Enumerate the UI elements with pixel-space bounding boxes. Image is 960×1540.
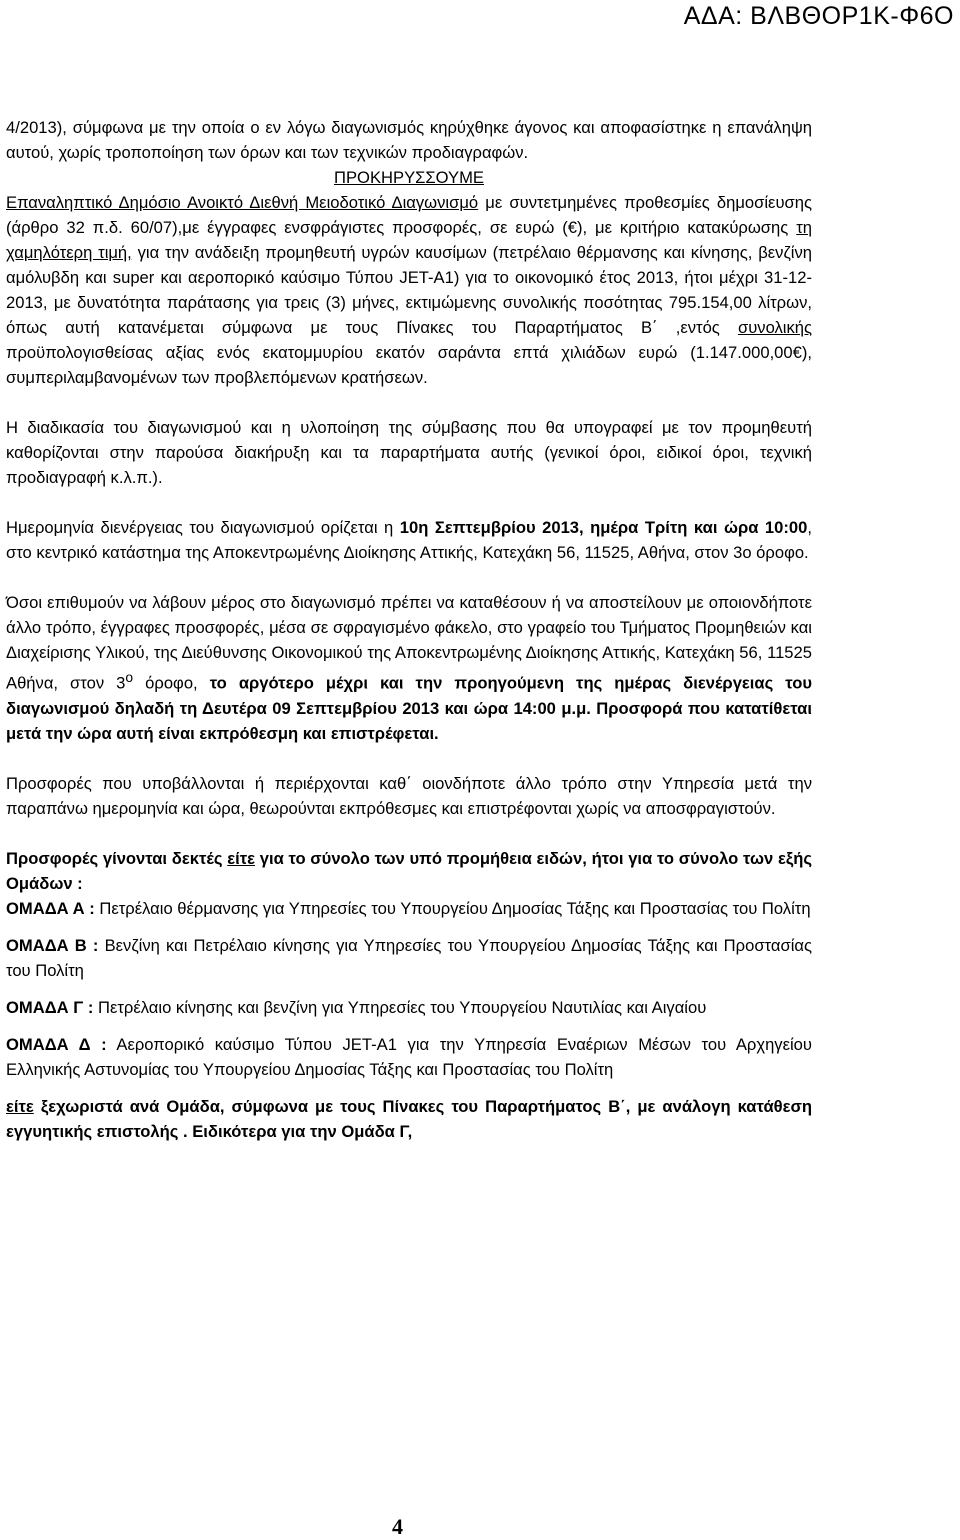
announcement-text-2: για την ανάδειξη προμηθευτή υγρών καυσίμων (πετρέλαιο θέρμανσης και κίνησης, βενζίνη αμόλυβδη και super και αεροπορικό καύσιμο Τύπου JET-A1) για το οικονομικό έτος 2013, ήτοι μέχρι 31-12-2013, με δυνατότητα παράτασης για τρεις (3) μήνες, εκτιμώμενης συνολικής ποσότητας 795.154,00 λίτρων, όπως αυτή κατανέμεται σύμφωνα με τους Πίνακες του Παραρτήματος Β΄ ,εντός [6,243,812,337]
date-paragraph [6,515,812,565]
submission-text-2: όροφο, [133,673,210,693]
either-word: είτε [227,848,255,868]
tender-type: Επαναληπτικό Δημόσιο Ανοικτό Διεθνή Μειοδοτικό Διαγωνισμό [6,193,479,212]
group-d-label: ΟΜΑΔΑ Δ : [6,1034,107,1054]
ada-code: ΑΔΑ: ΒΛΒΘΟΡ1Κ-Φ6Ο [683,2,954,30]
announcement-text-3: προϋπολογισθείσας αξίας ενός εκατομμυρίου εκατόν σαράντα επτά χιλιάδων ευρώ (1.147.000,00€), συμπεριλαμβανομένων των προβλεπόμενων κρατήσεων. [6,343,812,387]
offers-text-1: Προσφορές γίνονται δεκτές [6,848,228,868]
title-text: ΠΡΟΚΗΡΥΣΣΟΥΜΕ [334,168,484,187]
group-a-label: ΟΜΑΔΑ Α : [6,898,95,918]
tender-date: 10η Σεπτεμβρίου 2013, ημέρα Τρίτη και ώρα 10:00 [399,518,808,537]
group-b-text: Βενζίνη και Πετρέλαιο κίνησης για Υπηρεσίες του Υπουργείου Δημοσίας Τάξης και Προστασίας του Πολίτη [6,935,812,980]
group-c-label: ΟΜΑΔΑ Γ : [6,997,94,1017]
late-offers-paragraph: Προσφορές που υποβάλλονται ή περιέρχονται καθ΄ οιονδήποτε άλλο τρόπο στην Υπηρεσία μετά την παραπάνω ημερομηνία και ώρα, θεωρούνται εκπρόθεσμες και επιστρέφονται χωρίς να αποσφραγιστούν. [6,773,812,818]
procedure-paragraph: Η διαδικασία του διαγωνισμού και η υλοποίηση της σύμβασης που θα υπογραφεί με τον προμηθευτή καθορίζονται στην παρούσα διακήρυξη και τα παραρτήματα αυτής (γενικοί όροι, ειδικοί όροι, τεχνική προδιαγραφή κ.λ.π.). [6,418,812,487]
group-b-label: ΟΜΑΔΑ Β : [6,935,99,955]
group-b [6,933,812,983]
total-word: συνολικής [737,318,812,337]
group-d-text: Αεροπορικό καύσιμο Τύπου JET-A1 για την Υπηρεσία Εναέριων Μέσων του Αρχηγείου Ελληνικής Αστυνομίας του Υπουργείου Δημοσίας Τάξης και Προστασίας του Πολίτη [6,1034,812,1079]
either-word-2: είτε [6,1096,34,1116]
group-a-text: Πετρέλαιο θέρμανσης για Υπηρεσίες του Υπουργείου Δημοσίας Τάξης και Προστασίας του Πολίτη [94,898,811,918]
document-title [6,165,812,190]
separate-groups-paragraph [6,1094,812,1144]
submission-paragraph [6,590,812,746]
document-page [6,115,812,1144]
date-text-2: , στο κεντρικό κατάστημα της Αποκεντρωμένης Διοίκησης Αττικής, Κατεχάκη 56, 11525, Αθήνα, στον 3ο όροφο. [6,518,812,562]
page-number: 4 [392,1514,403,1539]
offers-text-2: για το σύνολο των υπό προμήθεια ειδών, ήτοι για το σύνολο των εξής Ομάδων : [6,848,812,893]
submission-deadline: το αργότερο μέχρι και την προηγούμενη της ημέρας διενέργειας του διαγωνισμού δηλαδή τη Δευτέρα 09 Σεπτεμβρίου 2013 και ώρα 14:00 μ.μ. Προσφορά που κατατίθεται μετά την ώρα αυτή είναι εκπρόθεσμη και επιστρέφεται. [6,673,813,743]
group-c-text: Πετρέλαιο κίνησης και βενζίνη για Υπηρεσίες του Υπουργείου Ναυτιλίας και Αιγαίου [93,997,707,1017]
offers-accepted-paragraph [6,846,812,896]
group-c [6,995,812,1020]
submission-text-1: Όσοι επιθυμούν να λάβουν μέρος στο διαγωνισμό πρέπει να καταθέσουν ή να αποστείλουν με οποιονδήποτε άλλο τρόπο, έγγραφες προσφορές, μέσα σε σφραγισμένο φάκελο, στο γραφείο του Τμήματος Προμηθειών και Διαχείρισης Υλικού, της Διεύθυνσης Οικονομικού της Αποκεντρωμένης Διοίκησης Αττικής, Κατεχάκη 56, 11525 Αθήνα, στον 3 [6,593,812,693]
award-criterion: τη χαμηλότερη τιμή, [6,218,812,262]
announcement-paragraph [6,190,812,390]
group-a [6,896,812,921]
intro-paragraph: 4/2013), σύμφωνα με την οποία ο εν λόγω διαγωνισμός κηρύχθηκε άγονος και αποφασίστηκε η επανάληψη αυτού, χωρίς τροποποίηση των όρων και των τεχνικών προδιαγραφών. [6,118,812,162]
group-d [6,1032,812,1082]
announcement-text-1: με συντετμημένες προθεσμίες δημοσίευσης (άρθρο 32 π.δ. 60/07),με έγγραφες ενσφράγιστες προσφορές, σε ευρώ (€), με κριτήριο κατακύρωσης [6,193,812,237]
separate-groups-text: ξεχωριστά ανά Ομάδα, σύμφωνα με τους Πίνακες του Παραρτήματος Β΄, με ανάλογη κατάθεση εγγυητικής επιστολής . Ειδικότερα για την Ομάδα Γ, [6,1096,812,1141]
floor-suffix: ο [125,669,134,685]
date-text-1: Ημερομηνία διενέργειας του διαγωνισμού ορίζεται η [6,518,400,537]
